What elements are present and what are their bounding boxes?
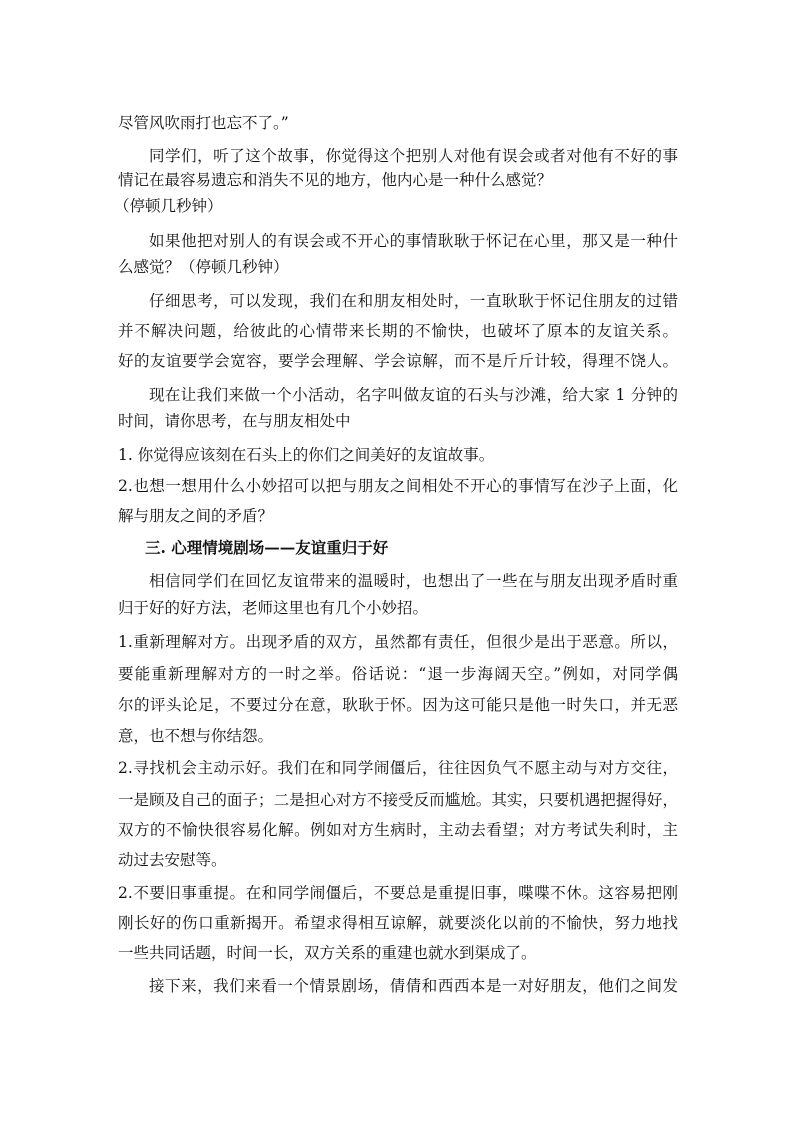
paragraph-line: 时间，请你思考，在与朋友相处中 [118, 412, 351, 430]
list-item-continuation: 意，也不想与你结怨。 [118, 727, 274, 745]
paragraph-line: 现在让我们来做一个小活动，名字叫做友谊的石头与沙滩，给大家 1 分钟的 [149, 386, 678, 404]
paragraph-line: （停顿几秒钟） [114, 197, 223, 215]
list-item: 1. 你觉得应该刻在石头上的你们之间美好的友谊故事。 [118, 446, 495, 464]
paragraph-line: 仔细思考，可以发现，我们在和朋友相处时，一直耿耿于怀记住朋友的过错 [149, 292, 678, 310]
paragraph-line: 如果他把对别人的有误会或不开心的事情耿耿于怀记在心里，那又是一种什 [149, 232, 678, 250]
list-item: 2.也想一想用什么小妙招可以把与朋友之间相处不开心的事情写在沙子上面，化 [118, 477, 678, 495]
list-item-continuation: 双方的不愉快很容易化解。例如对方生病时，主动去看望；对方考试失利时，主 [118, 821, 678, 839]
list-item: 2.寻找机会主动示好。我们在和同学闹僵后，往往因负气不愿主动与对方交往， [118, 759, 678, 777]
paragraph-line: 并不解决问题，给彼此的心情带来长期的不愉快，也破坏了原本的友谊关系。 [118, 322, 678, 340]
list-item: 2.不要旧事重提。在和同学闹僵后，不要总是重提旧事，喋喋不休。这容易把刚 [118, 884, 678, 902]
list-item-continuation: 尔的评头论足，不要过分在意，耿耿于怀。因为这可能只是他一时失口，并无恶 [118, 696, 678, 714]
paragraph-line: 接下来，我们来看一个情景剧场，倩倩和西西本是一对好朋友，他们之间发 [149, 977, 678, 995]
section-heading: 三. 心理情境剧场——友谊重归于好 [145, 538, 389, 557]
paragraph-line: 相信同学们在回忆友谊带来的温暖时，也想出了一些在与朋友出现矛盾时重 [149, 572, 678, 590]
paragraph-line: 尽管风吹雨打也忘不了。” [118, 114, 289, 132]
paragraph-line: 同学们，听了这个故事，你觉得这个把别人对他有误会或者对他有不好的事 [149, 147, 678, 165]
paragraph-line: 么感觉？（停顿几秒钟） [118, 258, 289, 276]
list-item-continuation: 要能重新理解对方的一时之举。俗话说：“退一步海阔天空。”例如，对同学偶 [118, 665, 678, 683]
paragraph-line: 归于好的好方法，老师这里也有几个小妙招。 [118, 599, 429, 617]
list-item-continuation: 刚长好的伤口重新揭开。希望求得相互谅解，就要淡化以前的不愉快，努力地找 [118, 914, 678, 932]
list-item-continuation: 一些共同话题，时间一长，双方关系的重建也就水到渠成了。 [118, 944, 537, 962]
list-item-continuation: 解与朋友之间的矛盾？ [118, 507, 274, 525]
list-item: 1.重新理解对方。出现矛盾的双方，虽然都有责任，但很少是出于恶意。所以， [118, 633, 678, 651]
paragraph-line: 情记在最容易遗忘和消失不见的地方，他内心是一种什么感觉？ [118, 171, 553, 189]
list-item-continuation: 动过去安慰等。 [118, 851, 227, 869]
paragraph-line: 好的友谊要学会宽容，要学会理解、学会谅解，而不是斤斤计较，得理不饶人。 [118, 352, 678, 370]
list-item-continuation: 一是顾及自己的面子；二是担心对方不接受反而尴尬。其实，只要机遇把握得好， [118, 791, 678, 809]
